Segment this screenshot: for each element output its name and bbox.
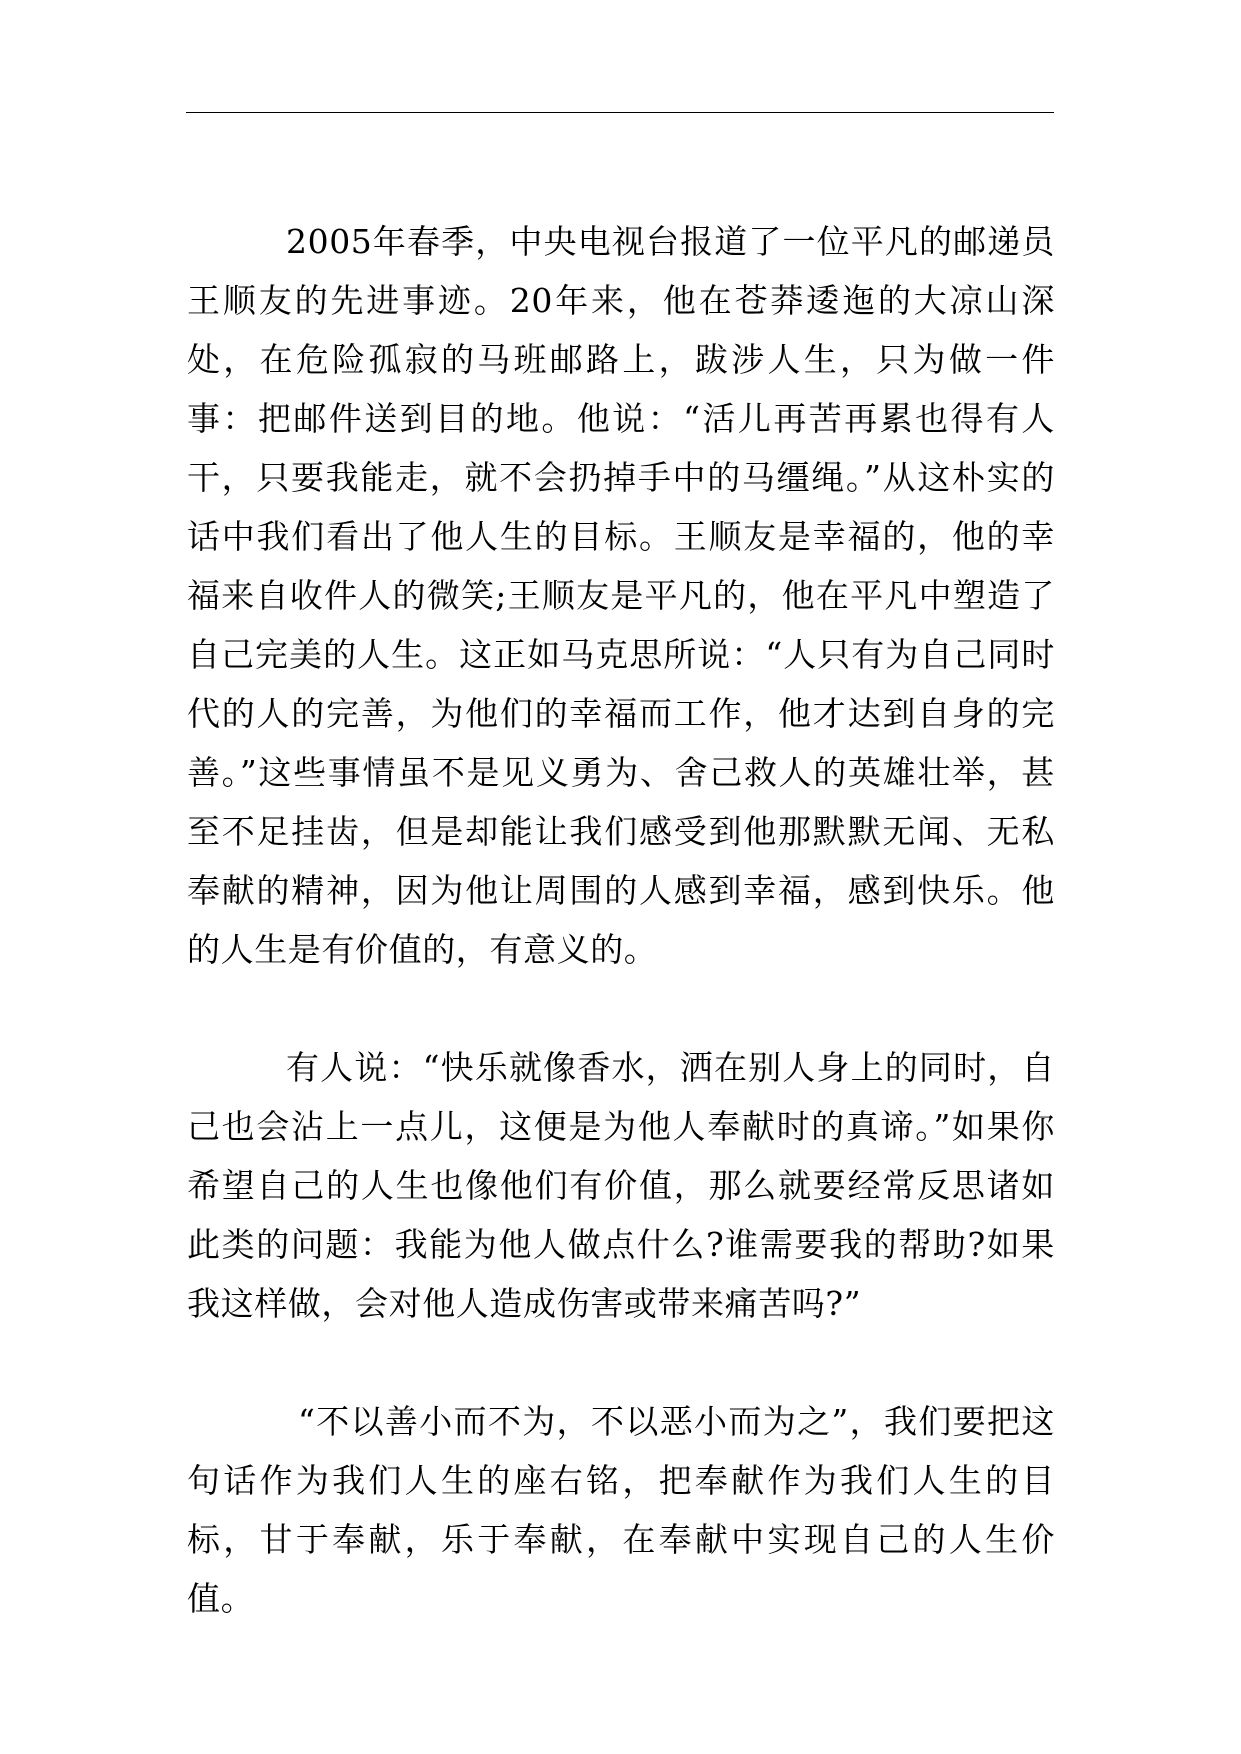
paragraph-2: 有人说：“快乐就像香水，洒在别人身上的同时，自己也会沾上一点儿，这便是为他人奉献时的真谛。”如果你希望自己的人生也像他们有价值，那么就要经常反思诸如此类的问题：我能为他人做点什么?谁需要我的帮助?如果我这样做，会对他人造成伤害或带来痛苦吗?” (187, 1048, 1055, 1323)
header-rule (186, 112, 1054, 113)
document-body (187, 212, 1055, 1628)
paragraph-1: 2005年春季，中央电视台报道了一位平凡的邮递员王顺友的先进事迹。20年来，他在苍莽逶迤的大凉山深处，在危险孤寂的马班邮路上，跋涉人生，只为做一件事：把邮件送到目的地。他说：“活儿再苦再累也得有人干，只要我能走，就不会扔掉手中的马缰绳。”从这朴实的话中我们看出了他人生的目标。王顺友是幸福的，他的幸福来自收件人的微笑;王顺友是平凡的，他在平凡中塑造了自己完美的人生。这正如马克思所说：“人只有为自己同时代的人的完善，为他们的幸福而工作，他才达到自身的完善。”这些事情虽不是见义勇为、舍己救人的英雄壮举，甚至不足挂齿，但是却能让我们感受到他那默默无闻、无私奉献的精神，因为他让周围的人感到幸福，感到快乐。他的人生是有价值的，有意义的。 (187, 222, 1055, 969)
paragraph-3: “不以善小而不为，不以恶小而为之”，我们要把这句话作为我们人生的座右铭，把奉献作为我们人生的目标，甘于奉献，乐于奉献，在奉献中实现自己的人生价值。 (187, 1402, 1055, 1618)
